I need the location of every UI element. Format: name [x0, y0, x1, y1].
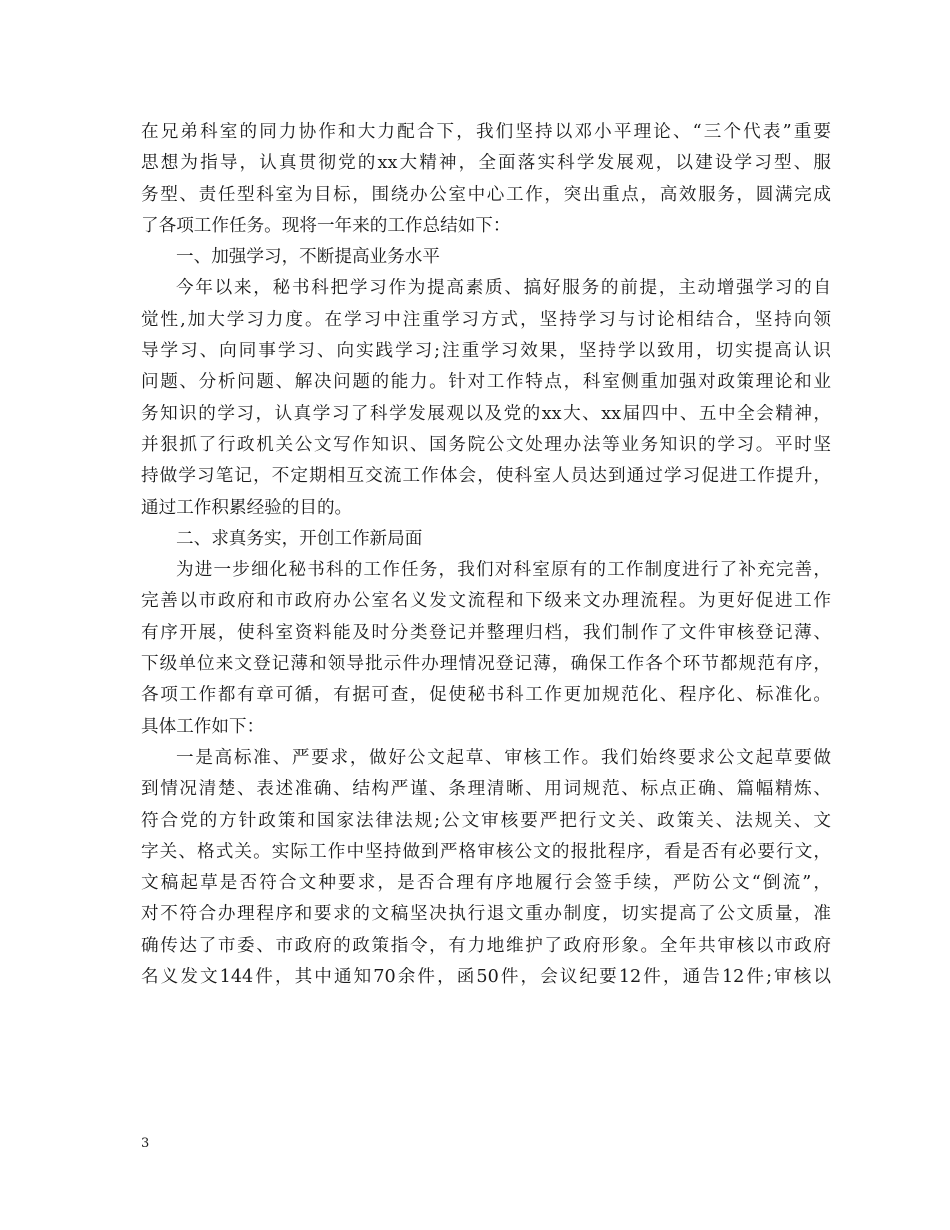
text-line: 到情况清楚、表述准确、结构严谨、条理清晰、用词规范、标点正确、篇幅精炼、 [141, 779, 831, 800]
text-line: 导学习、向同事学习、向实践学习;注重学习效果，坚持学以致用，切实提高认识 [141, 341, 831, 362]
text-line: 一是高标准、严要求，做好公文起草、审核工作。我们始终要求公文起草要做 [176, 747, 831, 768]
text-line: 务型、责任型科室为目标，围绕办公室中心工作，突出重点，高效服务，圆满完成 [141, 184, 831, 205]
text-line: 完善以市政府和市政府办公室名义发文流程和下级来文办理流程。为更好促进工作 [141, 591, 831, 612]
text-line: 名义发文144件，其中通知70余件，函50件，会议纪要12件，通告12件;审核以 [141, 967, 831, 988]
text-line: 符合党的方针政策和国家法律法规;公文审核要严把行文关、政策关、法规关、文 [141, 810, 831, 831]
text-line: 觉性,加大学习力度。在学习中注重学习方式，坚持学习与讨论相结合，坚持向领 [141, 309, 831, 330]
body-text [141, 117, 831, 993]
text-line: 务知识的学习，认真学习了科学发展观以及党的xx大、xx届四中、五中全会精神， [141, 403, 831, 424]
text-line: 问题、分析问题、解决问题的能力。针对工作特点，科室侧重加强对政策理论和业 [141, 372, 831, 393]
text-line: 并狠抓了行政机关公文写作知识、国务院公文处理办法等业务知识的学习。平时坚 [141, 434, 831, 455]
text-line: 各项工作都有章可循，有据可查，促使秘书科工作更加规范化、程序化、标准化。 [141, 685, 831, 706]
text-line: 今年以来，秘书科把学习作为提高素质、搞好服务的前提，主动增强学习的自 [176, 278, 831, 299]
text-line: 有序开展，使科室资料能及时分类登记并整理归档，我们制作了文件审核登记薄、 [141, 622, 831, 643]
text-line: 了各项工作任务。现将一年来的工作总结如下： [141, 215, 511, 236]
page-number: 3 [141, 1136, 150, 1151]
text-line: 确传达了市委、市政府的政策指令，有力地维护了政府形象。全年共审核以市政府 [141, 935, 831, 956]
text-line: 思想为指导，认真贯彻党的xx大精神，全面落实科学发展观，以建设学习型、服 [141, 153, 831, 174]
text-line: 下级单位来文登记薄和领导批示件办理情况登记薄，确保工作各个环节都规范有序， [141, 654, 831, 675]
text-line: 对不符合办理程序和要求的文稿坚决执行退文重办制度，切实提高了公文质量，准 [141, 904, 831, 925]
text-line: 具体工作如下： [141, 716, 265, 737]
text-line: 为进一步细化秘书科的工作任务，我们对科室原有的工作制度进行了补充完善， [176, 560, 831, 581]
text-line: 一、加强学习，不断提高业务水平 [176, 247, 440, 268]
text-line: 在兄弟科室的同力协作和大力配合下，我们坚持以邓小平理论、“三个代表”重要 [141, 122, 831, 142]
text-line: 通过工作积累经验的目的。 [141, 497, 353, 518]
text-line: 字关、格式关。实际工作中坚持做到严格审核公文的报批程序，看是否有必要行文， [141, 841, 831, 862]
text-line: 文稿起草是否符合文种要求，是否合理有序地履行会签手续，严防公文“倒流”， [141, 873, 831, 894]
text-line: 持做学习笔记，不定期相互交流工作体会，使科室人员达到通过学习促进工作提升， [141, 466, 831, 487]
text-line: 二、求真务实，开创工作新局面 [176, 528, 423, 549]
